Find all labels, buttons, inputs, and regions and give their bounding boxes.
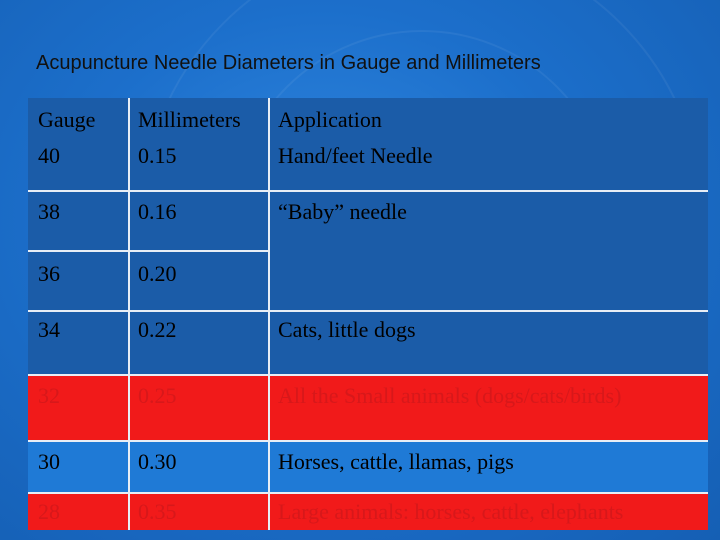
gauge-cell: 38 bbox=[38, 199, 60, 224]
table-row bbox=[28, 312, 708, 370]
application-cell: Horses, cattle, llamas, pigs bbox=[278, 449, 514, 474]
table-row-highlighted bbox=[28, 494, 708, 530]
table-row bbox=[28, 98, 708, 190]
gauge-cell: 32 bbox=[38, 383, 60, 408]
mm-cell: 0.25 bbox=[138, 383, 177, 408]
gauge-cell: 28 bbox=[38, 499, 60, 524]
application-cell: Large animals: horses, cattle, elephants bbox=[278, 499, 624, 524]
header-application: Application bbox=[278, 107, 382, 132]
header-gauge: Gauge bbox=[38, 107, 96, 132]
row-divider bbox=[28, 190, 708, 192]
application-cell: Hand/feet Needle bbox=[278, 143, 433, 168]
mm-cell: 0.20 bbox=[138, 261, 177, 286]
header-millimeters: Millimeters bbox=[138, 107, 241, 132]
table-row bbox=[28, 442, 708, 492]
gauge-cell: 34 bbox=[38, 317, 60, 342]
application-cell: Cats, little dogs bbox=[278, 317, 416, 342]
row-divider bbox=[28, 440, 708, 442]
row-divider bbox=[28, 492, 708, 494]
mm-cell: 0.22 bbox=[138, 317, 177, 342]
application-cell: All the Small animals (dogs/cats/birds) bbox=[278, 383, 622, 408]
row-divider bbox=[28, 310, 708, 312]
table-row-highlighted bbox=[28, 376, 708, 440]
needle-table bbox=[28, 98, 708, 530]
mm-cell: 0.35 bbox=[138, 499, 177, 524]
mm-cell: 0.15 bbox=[138, 143, 177, 168]
row-divider bbox=[28, 374, 708, 376]
mm-cell: 0.30 bbox=[138, 449, 177, 474]
column-divider bbox=[128, 98, 130, 530]
row-divider bbox=[28, 250, 268, 252]
table-row bbox=[28, 192, 708, 250]
gauge-cell: 36 bbox=[38, 261, 60, 286]
mm-cell: 0.16 bbox=[138, 199, 177, 224]
column-divider bbox=[268, 98, 270, 530]
slide-title: Acupuncture Needle Diameters in Gauge and Millimeters bbox=[36, 52, 541, 74]
table-row bbox=[28, 252, 708, 310]
application-cell: “Baby” needle bbox=[278, 199, 407, 224]
gauge-cell: 30 bbox=[38, 449, 60, 474]
gauge-cell: 40 bbox=[38, 143, 60, 168]
